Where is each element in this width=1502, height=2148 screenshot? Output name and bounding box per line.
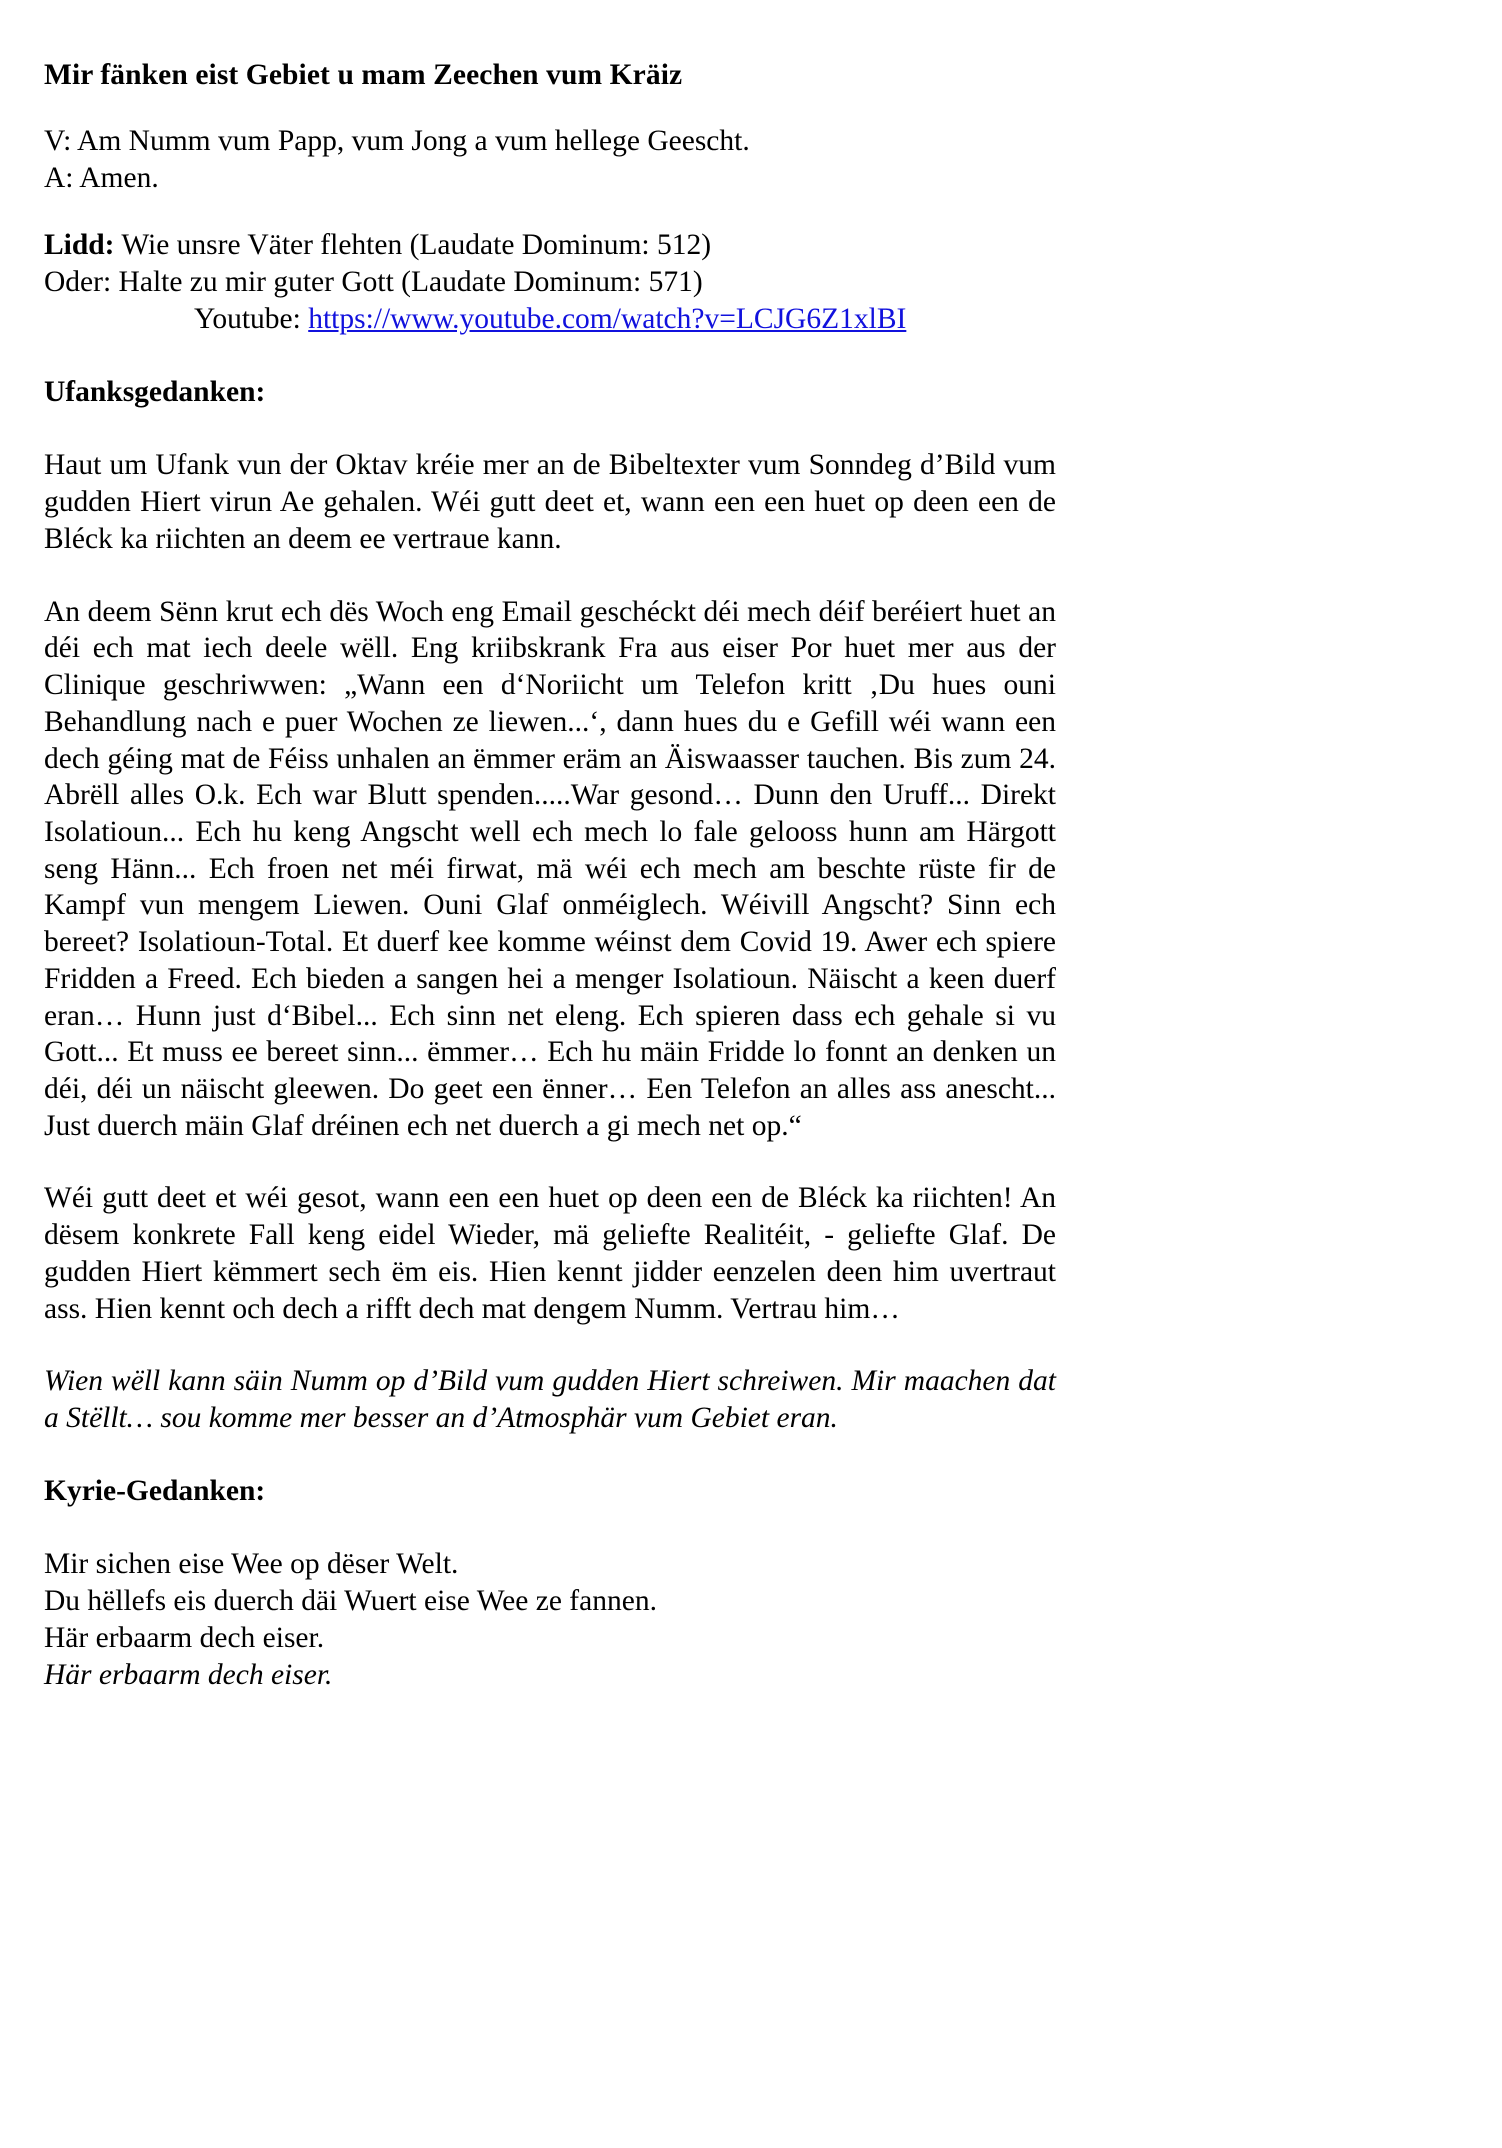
spacer (44, 197, 1056, 227)
hymn-alternate-line: Oder: Halte zu mir guter Gott (Laudate Dominum: 571) (44, 266, 703, 299)
spacer (44, 1327, 1056, 1363)
paragraph-instruction-italic: Wien wëll kann säin Numm op d’Bild vum gudden Hiert schreiwen. Mir maachen dat a Stëllt… sou komme mer besser an d’Atmosphär vum Gebiet eran. (44, 1365, 1056, 1435)
kyrie-line-4-italic: Här erbaarm dech eiser. (44, 1658, 333, 1691)
page-title: Mir fänken eist Gebiet u mam Zeechen vum Kräiz (44, 59, 683, 91)
hymn-label: Lidd: (44, 229, 115, 262)
spacer (44, 558, 1056, 594)
paragraph-intro: Haut um Ufank vun der Oktav kréie mer an de Bibeltexter vum Sonndeg d’Bild vum gudden Hiert virun Ae gehalen. Wéi gutt deet et, wann een een huet op deen een de Bléck ka riichten an deem ee vertraue kann. (44, 449, 1056, 555)
hymn-primary-text: Wie unsre Väter flehten (Laudate Dominum: 512) (114, 229, 712, 262)
spacer (44, 1510, 1056, 1546)
versicle-line: V: Am Numm vum Papp, vum Jong a vum hellege Geescht. (44, 125, 750, 158)
paragraph-email-testimony: An deem Sënn krut ech dës Woch eng Email geschéckt déi mech déif beréiert huet an déi ech mat iech deele wëll. Eng kriibskrank Fra aus eiser Por huet mer aus der Clinique geschriwwen: „Wann een d‘Noriicht um Telefon kritt ‚Du hues ouni Behandlung nach e puer Wochen ze liewen...‘, dann hues du e Gefill wéi wann een dech géing mat de Féiss unhalen an ëmmer eräm an Äiswaasser tauchen. Bis zum 24. Abrëll alles O.k. Ech war Blutt spenden.....War gesond… Dunn den Uruff... Direkt Isolatioun... Ech hu keng Angscht well ech mech lo fale gelooss hunn am Härgott seng Hänn... Ech froen net méi firwat, mä wéi ech mech am beschte rüste fir de Kampf vun mengem Liewen. Ouni Glaf onméiglech. Wéivill Angscht? Sinn ech bereet? Isolatioun-Total. Et duerf kee komme wéinst dem Covid 19. Awer ech spiere Fridden a Freed. Ech bieden a sangen hei a menger Isolatioun. Näischt a keen duerf eran… Hunn just d‘Bibel... Ech sinn net eleng. Ech spieren dass ech gehale si vu Gott... Et muss ee bereet sinn... ëmmer… Ech hu mäin Fridde lo fonnt an denken un déi, déi un näischt gleewen. Do geet een ënner… Een Telefon an alles ass anescht... Just duerch mäin Glaf dréinen ech net duerch a gi mech net op.“ (44, 595, 1056, 1142)
hymn-primary-line (44, 227, 1056, 264)
spacer (44, 338, 1056, 374)
response-line: A: Amen. (44, 162, 159, 195)
youtube-link[interactable]: https://www.youtube.com/watch?v=LCJG6Z1xlBI (308, 303, 907, 336)
youtube-label: Youtube: (194, 303, 309, 336)
spacer (44, 1437, 1056, 1473)
kyrie-line-1: Mir sichen eise Wee op dëser Welt. (44, 1547, 459, 1580)
spacer (44, 93, 1056, 123)
spacer (44, 411, 1056, 447)
paragraph-reflection: Wéi gutt deet et wéi gesot, wann een een huet op deen een de Bléck ka riichten! An dësem konkrete Fall keng eidel Wieder, mä geliefte Realitéit, - geliefte Glaf. De gudden Hiert këmmert sech ëm eis. Hien kennt jidder eenzelen deen him uvertraut ass. Hien kennt och dech a rifft dech mat dengem Numm. Vertrau him… (44, 1182, 1056, 1325)
youtube-line (44, 301, 1056, 338)
section-heading-ufanksgedanken: Ufanksgedanken: (44, 376, 266, 409)
section-heading-kyrie: Kyrie-Gedanken: (44, 1474, 266, 1507)
document-body (44, 58, 1056, 1694)
kyrie-line-3: Här erbaarm dech eiser. (44, 1621, 325, 1654)
spacer (44, 1144, 1056, 1180)
kyrie-line-2: Du hëllefs eis duerch däi Wuert eise Wee ze fannen. (44, 1584, 657, 1617)
